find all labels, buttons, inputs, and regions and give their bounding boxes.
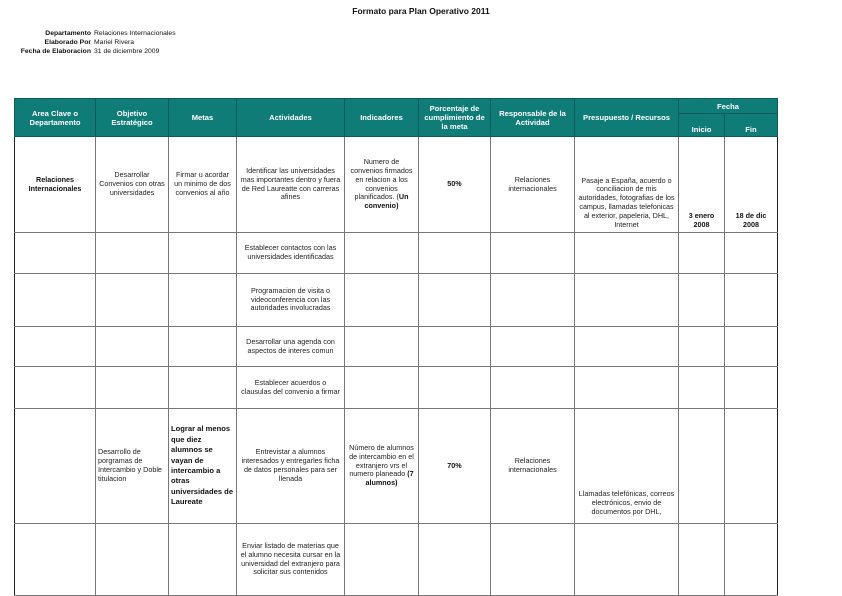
document-title: Formato para Plan Operativo 2011 [352,6,490,16]
cell-actividades: Identificar las universidades mas importantes dentro y fuera de Red Laureatte con carreras afines [237,137,345,233]
cell-indicadores [345,327,419,367]
plan-table [14,98,778,596]
cell-responsable: Relaciones internacionales [491,137,575,233]
cell-indicadores [345,274,419,327]
cell-metas [169,233,237,274]
cell-objetivo [96,327,169,367]
header-area: Area Clave o Departamento [15,99,96,137]
indicadores-text: Número de alumnos de intercambio en el extranjero vrs el numero planeado [349,442,414,479]
meta-value: Relaciones Internacionales [94,30,176,37]
meta-value: Mariel Rivera [94,39,135,46]
cell-objetivo: Desarrollo de porgramas de Intercambio y Doble titulacion [96,409,169,524]
cell-indicadores [345,367,419,409]
cell-objetivo [96,524,169,596]
cell-objetivo: Desarrollar Convenios con otras universidades [96,137,169,233]
cell-porcentaje [419,327,491,367]
header-actividades: Actividades [237,99,345,137]
meta-label: Departamento [45,30,91,37]
cell-area [15,367,96,409]
table-body [15,137,778,596]
cell-indicadores [345,524,419,596]
cell-responsable [491,327,575,367]
cell-porcentaje [419,233,491,274]
cell-area [15,409,96,524]
meta-departamento [0,29,176,38]
header-responsable: Responsable de la Actividad [491,99,575,137]
cell-inicio [679,409,725,524]
header-fecha: Fecha [679,99,778,114]
indicadores-text: Numero de convenios firmados en relacion a los convenios planificados. ( [350,156,413,202]
cell-actividades: Entrevistar a alumnos interesados y entregarles ficha de datos personales para ser llenada [237,409,345,524]
cell-area: Relaciones Internacionales [15,137,96,233]
cell-area [15,327,96,367]
cell-area [15,524,96,596]
cell-fin [725,367,778,409]
meta-label: Fecha de Elaboracion [20,48,91,55]
meta-elaborado-por [0,38,176,47]
header-objetivo: Objetivo Estratégico [96,99,169,137]
cell-actividades: Programacion de visita o videoconferencia con las autoridades involucradas [237,274,345,327]
header-porcentaje: Porcentaje de cumplimiento de la meta [419,99,491,137]
indicadores-bold-text: Un convenio) [364,192,409,211]
cell-presupuesto: Pasaje a España, acuerdo o conciliacion de mis autoridades, fotografias de los campus, llamadas telefonicas al exterior, papeleria, DHL, Internet [575,137,679,233]
cell-inicio [679,233,725,274]
cell-actividades: Desarrollar una agenda con aspectos de interes comun [237,327,345,367]
meta-fecha-elaboracion [0,47,176,56]
cell-metas: Lograr al menos que diez alumnos se vayan de intercambio a otras universidades de Laureate [169,409,237,524]
cell-metas: Firmar u acordar un minimo de dos convenios al año [169,137,237,233]
cell-presupuesto: Llamadas telefónicas, correos electrónicos, envio de documentos por DHL, [575,409,679,524]
cell-objetivo [96,233,169,274]
cell-responsable [491,524,575,596]
cell-fin [725,274,778,327]
cell-actividades: Enviar listado de materias que el alumno necesita cursar en la universidad del extranjero para solicitar sus contenidos [237,524,345,596]
cell-presupuesto [575,524,679,596]
cell-metas [169,367,237,409]
cell-presupuesto [575,327,679,367]
cell-metas [169,274,237,327]
document-meta [0,29,176,56]
cell-presupuesto [575,274,679,327]
table-row [15,274,778,327]
cell-metas [169,524,237,596]
cell-objetivo [96,367,169,409]
table-row [15,524,778,596]
cell-actividades: Establecer acuerdos o clausulas del convenio a firmar [237,367,345,409]
cell-area [15,274,96,327]
cell-inicio [679,327,725,367]
table-row [15,409,778,524]
cell-porcentaje: 50% [419,137,491,233]
header-inicio: Inicio [679,114,725,137]
table-row [15,137,778,233]
cell-presupuesto [575,233,679,274]
cell-actividades: Establecer contactos con las universidades identificadas [237,233,345,274]
indicadores-bold-text: (7 alumnos) [365,469,414,488]
cell-inicio [679,524,725,596]
cell-porcentaje [419,524,491,596]
cell-fin [725,524,778,596]
cell-objetivo [96,274,169,327]
cell-responsable [491,274,575,327]
cell-fin: 18 de dic 2008 [725,137,778,233]
cell-indicadores [345,409,419,524]
cell-inicio [679,367,725,409]
cell-inicio: 3 enero 2008 [679,137,725,233]
cell-presupuesto [575,367,679,409]
meta-label: Elaborado Por [44,39,91,46]
header-metas: Metas [169,99,237,137]
table-row [15,233,778,274]
cell-responsable [491,233,575,274]
cell-fin [725,409,778,524]
table-header [15,99,778,137]
cell-fin [725,327,778,367]
cell-indicadores [345,233,419,274]
cell-inicio [679,274,725,327]
header-presupuesto: Presupuesto / Recursos [575,99,679,137]
meta-value: 31 de diciembre 2009 [94,48,160,55]
cell-responsable: Relaciones internacionales [491,409,575,524]
cell-area [15,233,96,274]
cell-porcentaje: 70% [419,409,491,524]
cell-metas [169,327,237,367]
table-row [15,327,778,367]
header-fin: Fin [725,114,778,137]
cell-porcentaje [419,367,491,409]
cell-fin [725,233,778,274]
header-indicadores: Indicadores [345,99,419,137]
table-row [15,367,778,409]
cell-responsable [491,367,575,409]
cell-indicadores [345,137,419,233]
cell-porcentaje [419,274,491,327]
